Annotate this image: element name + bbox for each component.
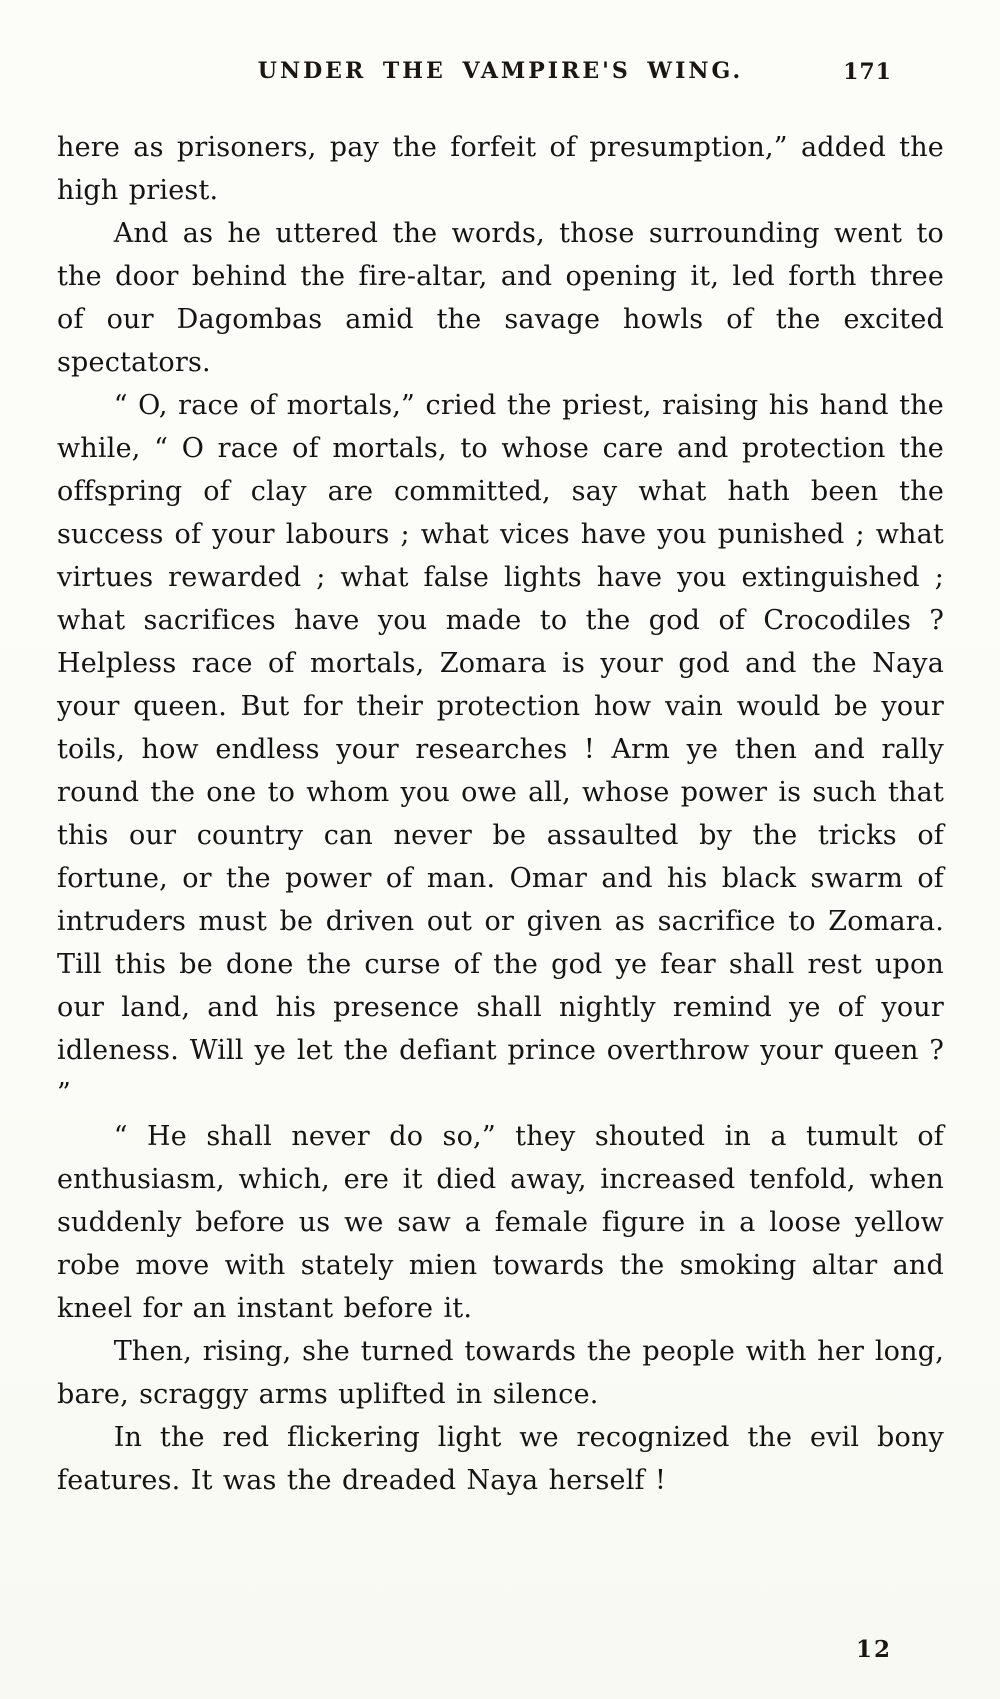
paragraph: In the red flickering light we recognized the evil bony features. It was the dreaded Naya herself ! bbox=[57, 1422, 944, 1496]
paragraph: here as prisoners, pay the forfeit of presumption,” added the high priest. bbox=[57, 132, 944, 206]
paragraph: Then, rising, she turned towards the people with her long, bare, scraggy arms uplifted in silence. bbox=[57, 1336, 944, 1410]
paragraph: “ O, race of mortals,” cried the priest, raising his hand the while, “ O race of mortals, to whose care and protection the offspring of clay are committed, say what hath been the success of your labours ; what vices have you punished ; what virtues rewarded ; what false lights have you extinguished ; what sacrifices have you made to the god of Crocodiles ? Helpless race of mortals, Zomara is your god and the Naya your queen. But for their protection how vain would be your toils, how endless your researches ! Arm ye then and rally round the one to whom you owe all, whose power is such that this our country can never be assaulted by the tricks of fortune, or the power of man. Omar and his black swarm of intruders must be driven out or given as sacrifice to Zomara. Till this be done the curse of the god ye fear shall rest upon our land, and his presence shall nightly remind ye of your idleness. Will ye let the defiant prince overthrow your queen ? ” bbox=[57, 390, 944, 1109]
paragraph: “ He shall never do so,” they shouted in a tumult of enthusiasm, which, ere it died away, increased tenfold, when suddenly before us we saw a female figure in a loose yellow robe move with stately mien towards the smoking altar and kneel for an instant before it. bbox=[57, 1121, 944, 1324]
running-header bbox=[57, 58, 944, 92]
paragraph: And as he uttered the words, those surrounding went to the door behind the fire-altar, and opening it, led forth three of our Dagombas amid the savage howls of the excited spectators. bbox=[57, 218, 944, 378]
page-number: 171 bbox=[843, 59, 892, 85]
signature-mark: 12 bbox=[855, 1636, 892, 1663]
running-header-title: UNDER THE VAMPIRE'S WING. bbox=[257, 58, 744, 84]
page-text-block bbox=[57, 126, 944, 1502]
